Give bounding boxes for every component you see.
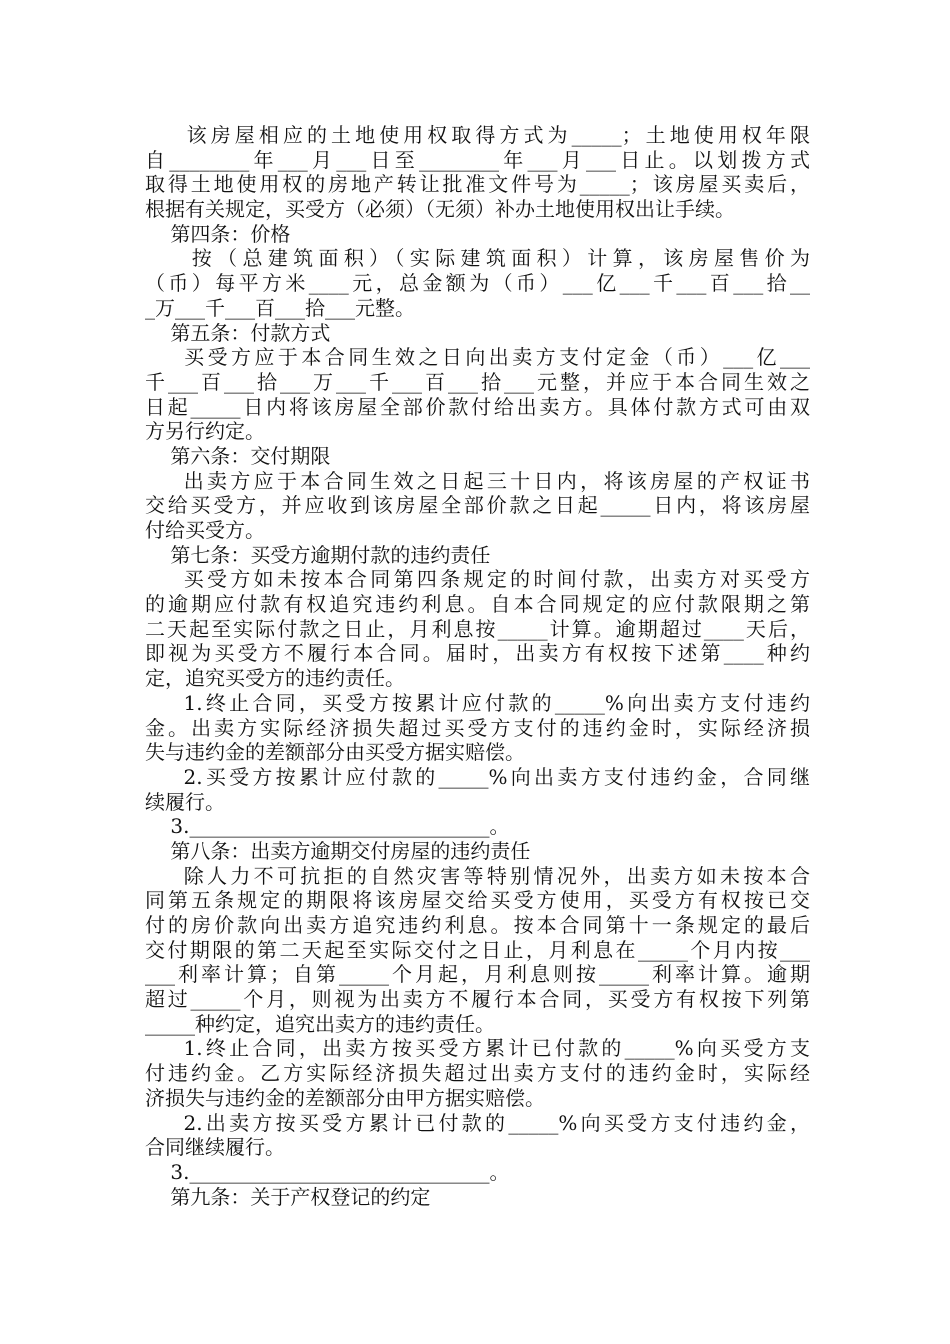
text-line: 出卖方应于本合同生效之日起三十日内，将该房屋的产权证书 (145, 468, 810, 493)
text-line: 超过_____个月，则视为出卖方不履行本合同，买受方有权按下列第 (145, 987, 810, 1012)
text-line: 3.______________________________。 (145, 814, 510, 839)
text-line: 即视为买受方不履行本合同。届时，出卖方有权按下述第____种约 (145, 641, 810, 666)
text-line: 取得土地使用权的房地产转让批准文件号为_____；该房屋买卖后， (145, 172, 810, 197)
contract-text (145, 123, 810, 1209)
text-line: 付给买受方。 (145, 518, 265, 542)
text-line: 2.买受方按累计应付款的_____%向出卖方支付违约金，合同继 (145, 764, 810, 789)
text-line: 第五条：付款方式 (145, 320, 331, 345)
text-line: 交给买受方，并应收到该房屋全部价款之日起_____日内，将该房屋 (145, 493, 810, 518)
text-line: 续履行。 (145, 789, 225, 814)
text-line: 第四条：价格 (145, 221, 291, 246)
text-line: 3.______________________________。 (145, 1159, 510, 1184)
text-line: 1.终止合同，出卖方按买受方累计已付款的_____%向买受方支 (145, 1036, 810, 1061)
text-line: 的逾期应付款有权追究违约利息。自本合同规定的应付款限期之第 (145, 592, 810, 617)
text-line: 第七条：买受方逾期付款的违约责任 (145, 542, 491, 567)
text-line: 济损失与违约金的差额部分由甲方据实赔偿。 (145, 1085, 545, 1110)
text-line: 金。出卖方实际经济损失超过买受方支付的违约金时，实际经济损 (145, 715, 810, 740)
text-line: 二天起至实际付款之日止，月利息按_____计算。逾期超过____天后， (145, 616, 810, 641)
text-line: 1.终止合同，买受方按累计应付款的_____%向出卖方支付违约 (145, 690, 810, 715)
text-line: 除人力不可抗拒的自然灾害等特别情况外，出卖方如未按本合 (145, 863, 810, 888)
text-line: 付违约金。乙方实际经济损失超过出卖方支付的违约金时，实际经 (145, 1061, 810, 1086)
text-line: 同第五条规定的期限将该房屋交给买受方使用，买受方有权按已交 (145, 888, 810, 913)
text-line: 合同继续履行。 (145, 1135, 285, 1160)
text-line: _____种约定，追究出卖方的违约责任。 (145, 1011, 495, 1036)
text-line: 定，追究买受方的违约责任。 (145, 666, 405, 691)
text-line: 买受方应于本合同生效之日向出卖方支付定金（币）___亿___ (145, 345, 810, 370)
text-line: ___利率计算；自第_____个月起，月利息则按_____利率计算。逾期 (145, 962, 810, 987)
text-line: 交付期限的第二天起至实际交付之日止，月利息在_____个月内按___ (145, 937, 810, 962)
text-line: 失与违约金的差额部分由买受方据实赔偿。 (145, 740, 525, 765)
text-line: 买受方如未按本合同第四条规定的时间付款，出卖方对买受方 (145, 567, 810, 592)
text-line: 2.出卖方按买受方累计已付款的_____%向买受方支付违约金， (145, 1110, 810, 1135)
text-line: 按（总建筑面积）（实际建筑面积）计算，该房屋售价为 (145, 246, 810, 271)
text-line: （币）每平方米____元，总金额为（币）___亿___千___百___拾__ (145, 271, 810, 296)
text-line: 该房屋相应的土地使用权取得方式为_____；土地使用权年限 (145, 123, 810, 147)
text-line: 付的房价款向出卖方追究违约利息。按本合同第十一条规定的最后 (145, 913, 810, 937)
text-line: 第九条：关于产权登记的约定 (145, 1184, 431, 1209)
text-line: 第六条：交付期限 (145, 443, 331, 468)
text-line: _万___千___百___拾___元整。 (145, 295, 415, 320)
text-line: 自________年___月___日至________年___月___日止。以划拨方式 (145, 147, 810, 172)
text-line: 根据有关规定，买受方（必须）（无须）补办土地使用权出让手续。 (145, 197, 735, 222)
text-line: 第八条：出卖方逾期交付房屋的违约责任 (145, 838, 531, 863)
text-line: 千___百___拾___万___千___百___拾___元整，并应于本合同生效之 (145, 369, 810, 394)
text-line: 方另行约定。 (145, 419, 265, 444)
text-line: 日起_____日内将该房屋全部价款付给出卖方。具体付款方式可由双 (145, 394, 810, 419)
